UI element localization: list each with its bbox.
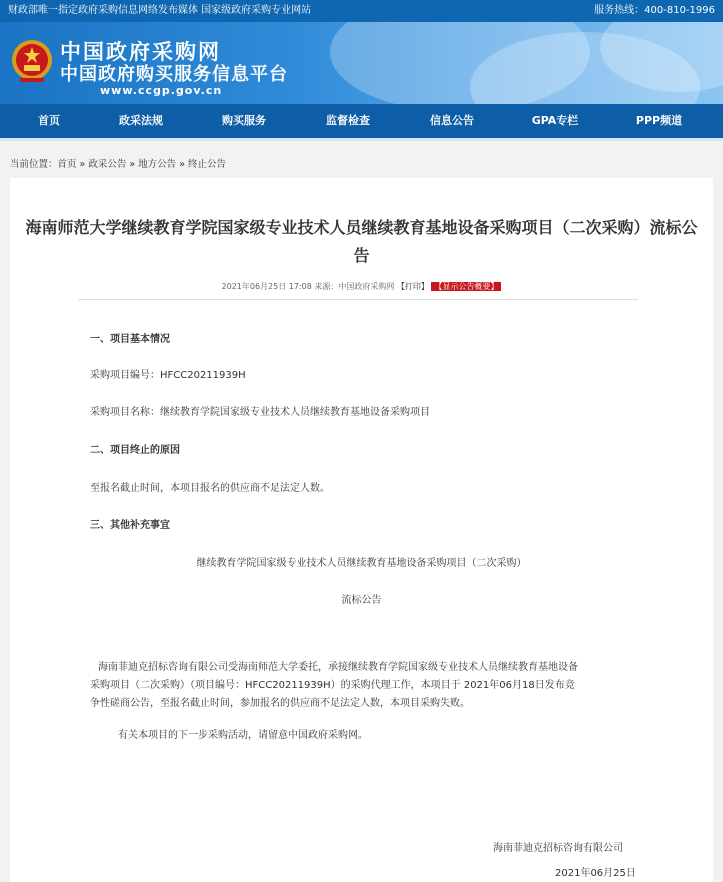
section-heading-basic-info: 一、项目基本情况 bbox=[90, 334, 170, 345]
national-emblem-icon bbox=[10, 38, 54, 84]
site-url[interactable]: www.ccgp.gov.cn bbox=[100, 84, 223, 97]
body-paragraph-line: 争性磋商公告，至报名截止时间，参加报名的供应商不足法定人数，本项目采购失败。 bbox=[90, 698, 470, 709]
breadcrumb-separator: » bbox=[79, 159, 86, 170]
section-heading-other-matters: 三、其他补充事宜 bbox=[90, 520, 170, 531]
site-subtitle: 中国政府购买服务信息平台 bbox=[60, 64, 288, 85]
body-paragraph-line: 采购项目（二次采购）（项目编号：HFCC20211939H）的采购代理工作，本项目于 2021年06月18日发布竞 bbox=[90, 680, 575, 691]
signature-company: 海南菲迪克招标咨询有限公司 bbox=[493, 843, 623, 854]
breadcrumb-home[interactable]: 首页 bbox=[57, 159, 77, 170]
article-title: 海南师范大学继续教育学院国家级专业技术人员继续教育基地设备采购项目（二次采购）流标公告 bbox=[25, 218, 698, 265]
nav-item-regulations[interactable]: 政采法规 bbox=[119, 114, 163, 127]
body-paragraph-line: 海南菲迪克招标咨询有限公司受海南师范大学委托，承接继续教育学院国家级专业技术人员继续教育基地设备 bbox=[98, 662, 578, 673]
site-title: 中国政府采购网 bbox=[60, 39, 221, 64]
section-heading-termination-reason: 二、项目终止的原因 bbox=[90, 445, 180, 456]
breadcrumb-separator: » bbox=[129, 159, 136, 170]
main-nav bbox=[0, 104, 723, 138]
breadcrumb-local[interactable]: 地方公告 bbox=[138, 159, 177, 170]
project-number: 采购项目编号：HFCC20211939H bbox=[90, 370, 246, 381]
service-hotline: 服务热线：400-810-1996 bbox=[594, 5, 715, 16]
top-bar bbox=[0, 0, 723, 22]
project-name: 采购项目名称：继续教育学院国家级专业技术人员继续教育基地设备采购项目 bbox=[90, 407, 430, 418]
breadcrumb bbox=[10, 156, 226, 170]
breadcrumb-prefix: 当前位置： bbox=[10, 159, 58, 170]
nav-item-ppp[interactable]: PPP频道 bbox=[635, 114, 683, 127]
notice-subtitle: 继续教育学院国家级专业技术人员继续教育基地设备采购项目（二次采购） bbox=[196, 558, 527, 569]
nav-item-purchase-services[interactable]: 购买服务 bbox=[222, 114, 266, 127]
show-outline-button[interactable]: 【显示公告概要】 bbox=[431, 282, 501, 291]
breadcrumb-termination[interactable]: 终止公告 bbox=[188, 159, 227, 170]
notice-label: 流标公告 bbox=[341, 595, 382, 606]
publish-info: 2021年06月25日 17:08 来源：中国政府采购网 bbox=[221, 282, 395, 291]
termination-reason: 至报名截止时间，本项目报名的供应商不足法定人数。 bbox=[90, 483, 330, 494]
nav-item-home[interactable]: 首页 bbox=[38, 114, 60, 127]
article-container bbox=[10, 178, 713, 882]
site-banner bbox=[0, 22, 723, 104]
signature-date: 2021年06月25日 bbox=[555, 868, 636, 879]
breadcrumb-announcements[interactable]: 政采公告 bbox=[88, 159, 127, 170]
nav-item-supervision[interactable]: 监督检查 bbox=[326, 114, 370, 127]
breadcrumb-separator: » bbox=[179, 159, 185, 170]
nav-item-gpa[interactable]: GPA专栏 bbox=[531, 114, 579, 127]
nav-underline bbox=[0, 138, 723, 141]
top-tagline: 财政部唯一指定政府采购信息网络发布媒体 国家级政府采购专业网站 bbox=[8, 5, 312, 16]
print-link[interactable]: 【打印】 bbox=[396, 282, 429, 291]
title-divider bbox=[78, 299, 638, 300]
followup-paragraph: 有关本项目的下一步采购活动，请留意中国政府采购网。 bbox=[118, 730, 368, 741]
article-meta bbox=[10, 281, 713, 292]
nav-item-announcements[interactable]: 信息公告 bbox=[430, 114, 474, 127]
